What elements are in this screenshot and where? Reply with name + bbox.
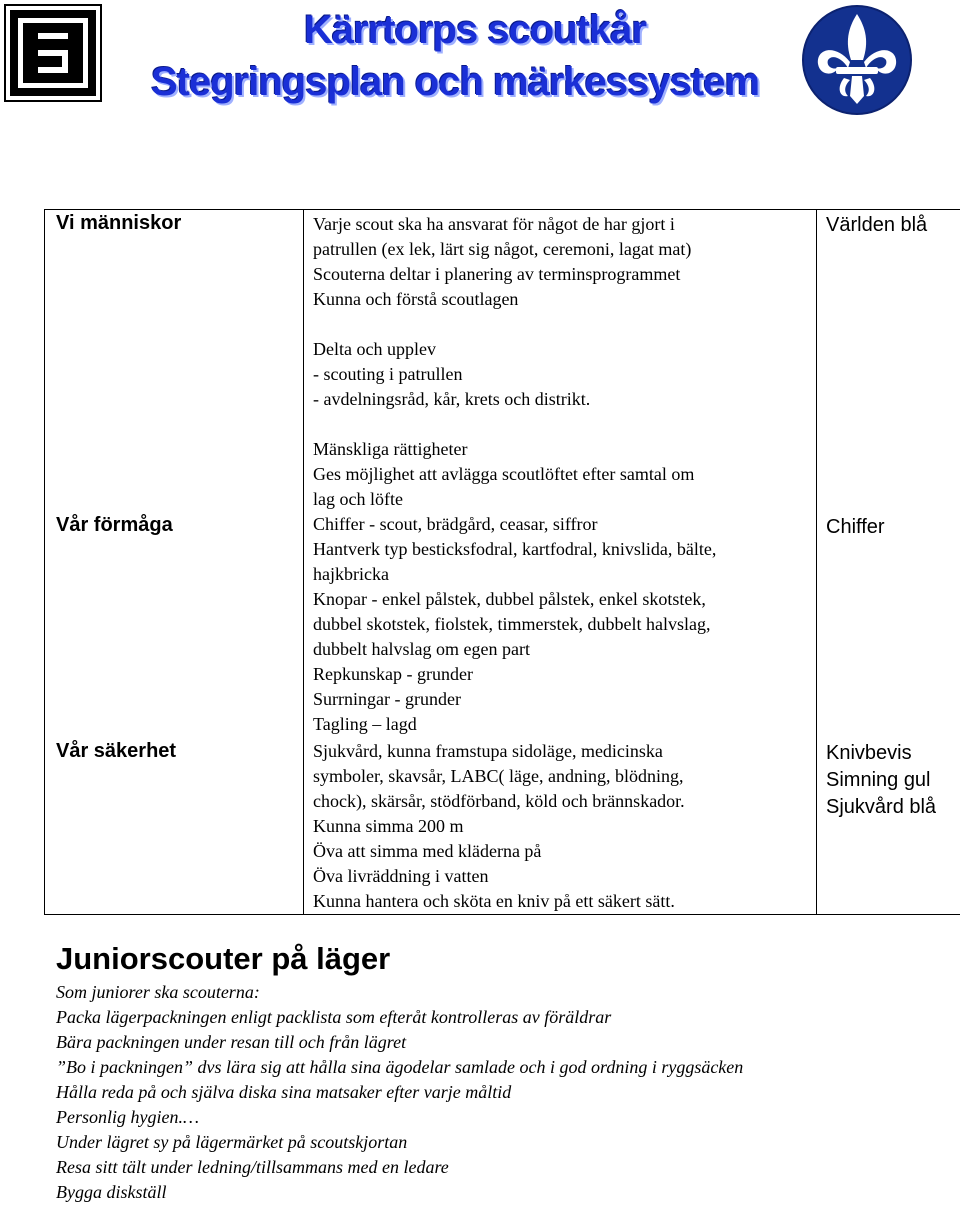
- text-line: symboler, skavsår, LABC( läge, andning, blödning,: [313, 764, 813, 789]
- list-item: Hålla reda på och själva diska sina matsaker efter varje måltid: [56, 1080, 936, 1105]
- juniors-section: [56, 938, 936, 1205]
- text-line: hajkbricka: [313, 562, 813, 587]
- list-item: Som juniorer ska scouterna:: [56, 980, 936, 1005]
- text-line: Hantverk typ besticksfodral, kartfodral, knivslida, bälte,: [313, 537, 813, 562]
- list-item: Bygga diskställ: [56, 1180, 936, 1205]
- title-line-2: Stegringsplan och märkessystem: [130, 56, 780, 108]
- text-line: Kunna simma 200 m: [313, 814, 813, 839]
- text-line: Scouterna deltar i planering av terminsprogrammet: [313, 262, 813, 287]
- badge-knivbevis: Knivbevis: [826, 740, 912, 767]
- row-var-sakerhet-text: [313, 739, 813, 914]
- text-line: Öva att simma med kläderna på: [313, 839, 813, 864]
- text-line: [313, 412, 813, 437]
- text-line: - avdelningsråd, kår, krets och distrikt.: [313, 387, 813, 412]
- section-heading: Juniorscouter på läger: [56, 938, 936, 980]
- text-line: patrullen (ex lek, lärt sig något, ceremoni, lagat mat): [313, 237, 813, 262]
- list-item: Bära packningen under resan till och från lägret: [56, 1030, 936, 1055]
- text-line: Chiffer - scout, brädgård, ceasar, siffror: [313, 512, 813, 537]
- text-line: lag och löfte: [313, 487, 813, 512]
- page-title: [160, 4, 780, 108]
- list-item: Personlig hygien.…: [56, 1105, 936, 1130]
- text-line: - scouting i patrullen: [313, 362, 813, 387]
- badge-chiffer: Chiffer: [826, 514, 885, 541]
- text-line: dubbelt halvslag om egen part: [313, 637, 813, 662]
- area-column: [45, 210, 304, 915]
- fleur-de-lis-icon: [800, 4, 914, 116]
- text-line: Öva livräddning i vatten: [313, 864, 813, 889]
- text-line: Kunna hantera och sköta en kniv på ett säkert sätt.: [313, 889, 813, 914]
- text-line: dubbel skotstek, fiolstek, timmerstek, dubbelt halvslag,: [313, 612, 813, 637]
- text-line: Sjukvård, kunna framstupa sidoläge, medicinska: [313, 739, 813, 764]
- area-label-var-sakerhet: Vår säkerhet: [56, 740, 176, 763]
- text-line: chock), skärsår, stödförband, köld och brännskador.: [313, 789, 813, 814]
- badge-simning-gul: Simning gul: [826, 767, 931, 794]
- row-vi-manniskor-text: [313, 212, 813, 512]
- text-line: [313, 312, 813, 337]
- text-line: Tagling – lagd: [313, 712, 813, 737]
- badge-varlden-bla: Världen blå: [826, 212, 927, 239]
- text-line: Ges möjlighet att avlägga scoutlöftet efter samtal om: [313, 462, 813, 487]
- list-item: Resa sitt tält under ledning/tillsammans med en ledare: [56, 1155, 936, 1180]
- text-line: Knopar - enkel pålstek, dubbel pålstek, enkel skotstek,: [313, 587, 813, 612]
- text-line: Varje scout ska ha ansvarat för något de har gjort i: [313, 212, 813, 237]
- row-var-formaga-text: [313, 512, 813, 737]
- area-label-var-formaga: Vår förmåga: [56, 514, 173, 537]
- text-line: Mänskliga rättigheter: [313, 437, 813, 462]
- list-item: ”Bo i packningen” dvs lära sig att hålla sina ägodelar samlade och i god ordning i ryggsäcken: [56, 1055, 936, 1080]
- title-line-1: Kärrtorps scoutkår: [170, 4, 780, 56]
- list-item: Packa lägerpackningen enligt packlista som efteråt kontrolleras av föräldrar: [56, 1005, 936, 1030]
- text-line: Kunna och förstå scoutlagen: [313, 287, 813, 312]
- area-label-vi-manniskor: Vi människor: [56, 212, 181, 235]
- text-line: Repkunskap - grunder: [313, 662, 813, 687]
- list-item: Under lägret sy på lägermärket på scoutskjortan: [56, 1130, 936, 1155]
- badge-sjukvard-bla: Sjukvård blå: [826, 794, 936, 821]
- scout-badge-icon: [4, 4, 102, 102]
- text-line: Delta och upplev: [313, 337, 813, 362]
- text-line: Surrningar - grunder: [313, 687, 813, 712]
